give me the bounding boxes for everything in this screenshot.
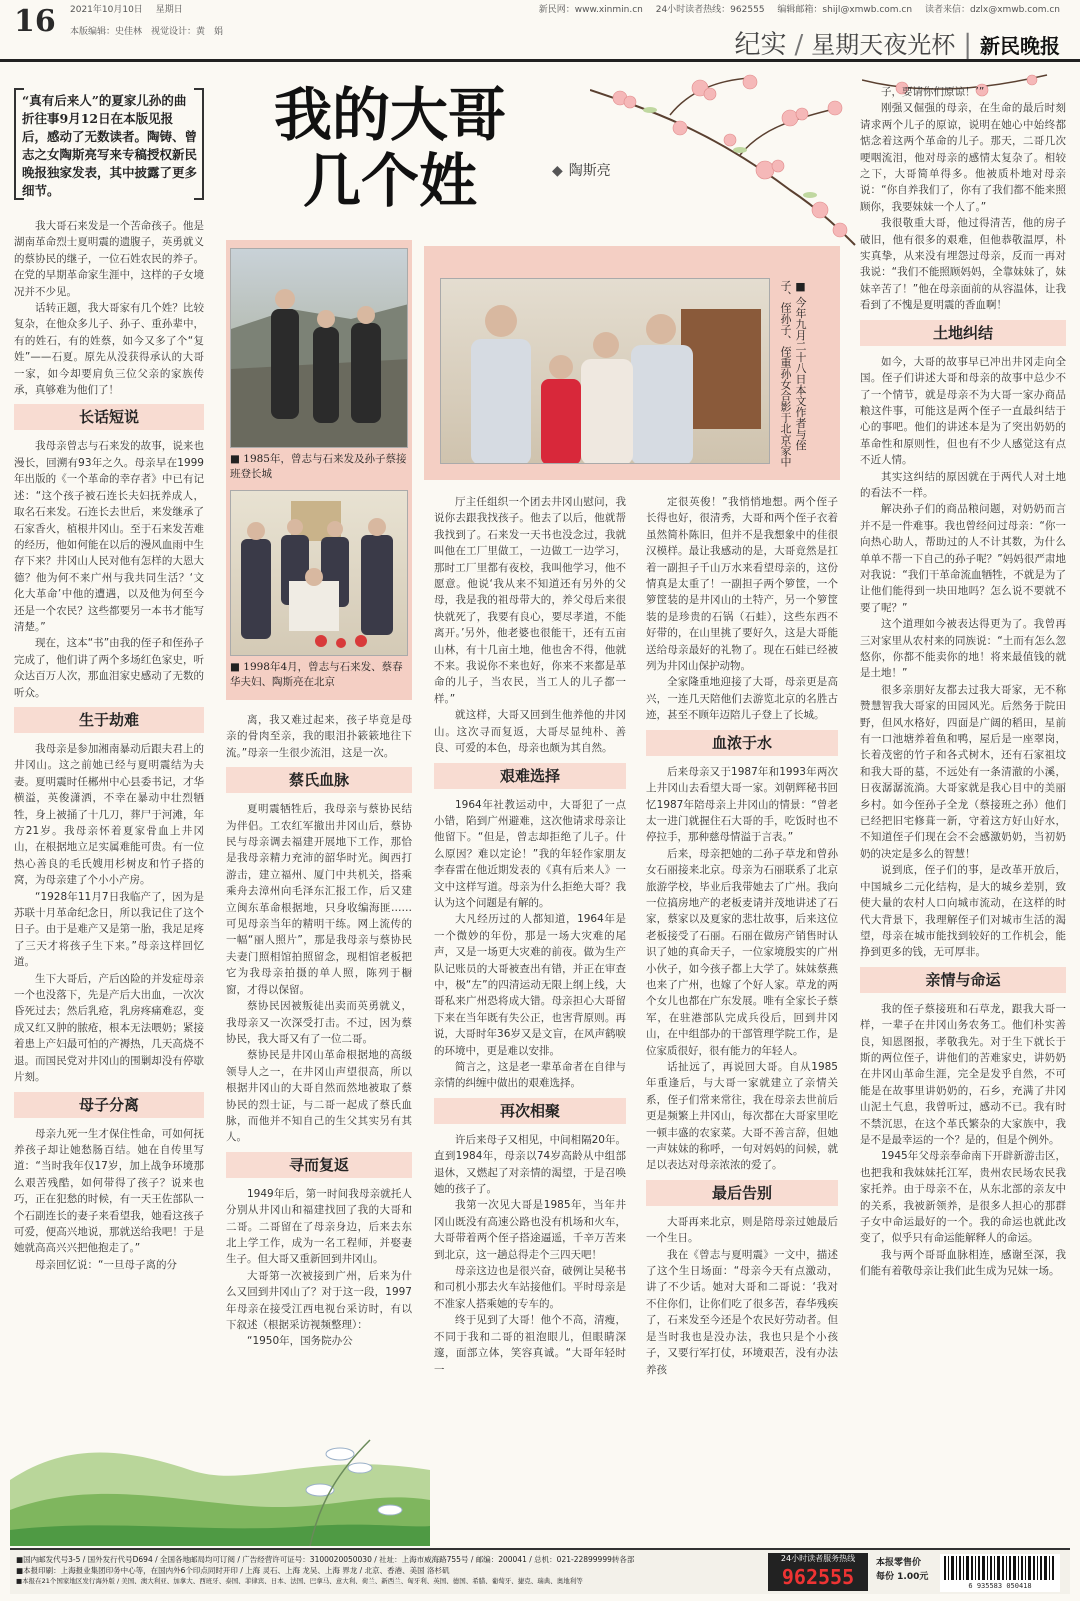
col2-para: “1950年，国务院办公 [247,1335,353,1348]
subheading-zaicixiangju: 再次相聚 [434,1098,626,1124]
issue-weekday: 星期日 [155,5,183,15]
photo-2-caption: ■ 1998年4月，曾志与石来发、蔡春华夫妇、陶斯亮在北京 [230,661,403,688]
reader-hotline-box [768,1553,868,1591]
col5-para: 这个道理如今被表达得更为了。我曾再三对家里从农村来的同族说：“土而有怎么忽悠你，你都不能卖你的地！将来最值钱的就是土地！” [860,618,1066,680]
subheading-xuenongyushui: 血浓于水 [646,730,838,756]
col3-para: 简言之，这是老一辈革命者在自律与亲情的纠缠中做出的艰难选择。 [434,1061,626,1090]
col1-para: 我大哥石来发是一个苦命孩子。他是湖南革命烈士夏明震的遗腹子，英勇就义的蔡协民的继子，一位石姓农民的养子。在党的早期革命家生涯中，这样的子女境况并不少见。 [14,220,204,298]
column-1 [14,218,204,1414]
title-line-2: 几个姓 [302,147,477,215]
website-text: 新民网：www.xinmin.cn [538,5,643,15]
col2-para: 离，我又难过起来，孩子毕竟是母亲的骨肉至亲，我的眼泪扑簌簌地往下流。”母亲一生很少流泪，这是一次。 [226,714,412,759]
reader-email: 读者来信：dzlx@xmwb.com.cn [924,5,1060,15]
col4-para: 后来，母亲把她的二孙子草龙和曾孙女石丽接来北京。母亲为石丽联系了北京旅游学校，毕业后我带她去了广州。我向一位搞房地产的老板麦请并茂地讲述了石家，蔡家以及夏家的悲壮故事，后来这位老板接受了石丽。石丽在做房产销售时认识了她的真命天子，一位家境殷实的广州小伙子，如今孩子都上大学了。妹妹蔡燕也来了广州，也嫁了个好人家。草龙的两个女儿也都在广东发展。唯有全家长子蔡军，在驻港部队完成兵役后，回到井冈山，在中组部办的干部管理学院工作，是位家质很好，很有能力的年轻人。 [646,847,838,1057]
lead-text: “真有后来人”的夏家儿孙的曲折往事9月12日在本版见报后，感动了无数读者。陶铸、曾志之女陶斯亮写来专稿授权新民晚报独家发表，其中披露了更多细节。 [22,93,198,198]
col4-para: 话扯远了，再说回大哥。自从1985年重逢后，与大哥一家就建立了亲情关系，侄子们常来常往，我在母亲去世前后更是频繁上井冈山，每次都在大哥家里吃一顿丰盛的农家菜。大哥不善言辞，但她一声妹妹的称呼，一句对妈妈的问候，就足以表达对母亲浓浓的爱了。 [646,1061,838,1172]
photo-3-caption: ■ 今年九月二十八日本文作者与侄子、侄孙子、侄重孙女合影于北京家中 [779,280,807,467]
blossom-decoration [590,70,860,250]
subheading-zuihougaobie: 最后告别 [646,1180,838,1206]
header-editors: 本版编辑：史佳林 视觉设计：黄 娟 [70,27,224,37]
col1-para: 母亲回忆说：“一旦母子离的分 [35,1258,177,1271]
col1-para: “1928年11月7日我临产了，因为是苏联十月革命纪念日，所以我记住了这个日子。由于是难产又是第一胎，我足足疼了三天才将孩子生下来。”母亲这样回忆道。 [14,890,204,969]
subheading-tudijiujie: 土地纠结 [860,320,1066,346]
subheading-shengyujienan: 生于劫难 [14,707,204,733]
col5-para: 如今，大哥的故事早已冲出井冈走向全国。侄子们讲述大哥和母亲的故事中总少不了一个情节，就是母亲不为大哥一家办商品粮这件事，可能这是两个侄子一直最纠结于心的事吧。他们的讲述本是为了突出奶奶的革命性和原则性，但也有不少人感觉这有点不近人情。 [860,355,1066,467]
section-banner: 纪实 / 星期天夜光杯 | 新民晚报 [734,30,1060,60]
hotline-label: 24小时读者服务热线 [780,1554,856,1563]
hotline-text: 24小时读者热线：962555 [655,5,765,15]
article-lead [14,88,204,200]
price-value: 每份 1.00元 [876,1572,929,1582]
page-number: 16 [14,4,56,39]
col3-para: 厅主任组织一个团去井冈山慰问，我说你去跟我找孩子。他去了以后，他就帮我找到了。石来发一天书也没念过，我就叫他在工厂里做工，一边做工一边学习，那时工厂里都有夜校，我叫他学习，他不愿意。他说‘我从来不知道还有另外的父母，我是我的祖母带大的，养父母后来很快就死了，我要有良心，要尽孝道，不能离开。’另外，他老婆也很能干，还有五亩山林，有十几亩土地，他也舍不得，他就不来。我说你不来也好，你来不来都是革命的儿子，当农民，当工人的儿子都一样。” [434,496,626,705]
subheading-changhua: 长话短说 [14,404,204,430]
col4-para: 大哥再来北京，则是陪母亲过她最后一个生日。 [646,1215,838,1245]
col5-para: 我与两个哥哥血脉相连，感谢至深，我们能有着敬母亲让我们此生成为兄妹一场。 [860,1248,1066,1278]
barcode [940,1554,1060,1592]
article-byline [552,160,611,180]
barcode-icon [940,1554,1060,1582]
col2-para: 1949年后，第一时间我母亲就托人分别从井冈山和福建找回了我的大哥和二哥。二哥留在了母亲身边，后来去东北上学工作，成为一名工程师，并娶妻生子。但大哥又重新回到井冈山。 [226,1187,412,1266]
col1-para: 生下大哥后，产后凶险的并发症母亲一个也没落下，先是产后大出血，一次次昏死过去；然后乳疮，乳房疼痛难忍，变成又红又肿的脓疮，根本无法喂奶；紧接着患上产妇最可怕的产褥热，几天高烧不退。而国民党对井冈山的围剿却没有停歇片刻。 [14,972,204,1084]
page-footer [10,1548,1070,1594]
col3-para: 大凡经历过的人都知道，1964年是一个微妙的年份，那是一场大灾难的尾声，又是一场更大灾难的前夜。做为生产队记账员的大哥被查出有错，并正在审查中，极“左”的四清运动无限上纲上线，大哥私来广州恐将成大错。母亲担心大哥留下来在当年既有失公正，也害背原则。再说，大哥时年36岁又是文盲，在风声鹤唳的环境中，更是难以安排。 [434,913,626,1057]
footer-info [16,1554,634,1587]
col3-para: 就这样，大哥又回到生他养他的井冈山。这次寻而复返，大哥尽显纯朴、善良、可爱的本色，母亲也颇为其自然。 [434,709,626,755]
col1-para: 母亲九死一生才保住性命，可如何抚养孩子却让她愁肠百结。她在自传里写道：“当时我年仅17岁，加上战争环境那么艰苦残酷，如何带得了孩子？说来也巧，正在犯愁的时候，有一天王佐部队一个石副连长的妻子来看望我，她看这孩子可爱，便高兴地说，那就送给我吧！于是她就高高兴兴把他抱走了。” [14,1127,204,1255]
col4-para: 我在《曾志与夏明震》一文中，描述了这个生日场面：“母亲今天有点激动，讲了不少话。她对大哥和二哥说：‘我对不住你们，让你们吃了很多苦，春华残疾了，石来发至今还是个农民好劳动者。但是当时我也是没办法，我也只是个小孩子，又要行军打仗，环境艰苦，没有办法养孩 [646,1248,838,1376]
photo-beijing-1998 [230,490,408,656]
col1-para: 现在，这本“书”由我的侄子和侄孙子完成了，他们讲了两个多场红色家史，听众达百万人次，那血泪家史感动了无数的听众。 [14,637,204,699]
diamond-icon: ◆ [552,163,563,179]
photo-great-wall-1985 [230,248,408,448]
col5-para: 子，要请你们原谅！’” [881,86,985,98]
col5-para: 很多亲朋好友都去过我大哥家，无不称赞慧智我大哥家的田园风光。后然务于院田野，但风水格好，四面是广阔的稻田，星前有一口池塘养着鱼和鸭，屋后是一座翠岗，长着茂密的竹子和各式树木，还有石家祖坟和我大哥的墓，不远处有一条清澈的小溪，日夜潺潺流淌。大哥家就是我心目中的美丽乡村。如今侄孙子全龙（蔡接班之孙）他们已经把旧宅修葺一新，守着这方好山好水，不知道侄子们现在会不会感激奶奶，当初奶奶的决定是多么的智慧！ [860,683,1066,860]
section-name: 纪实 [734,30,787,60]
col1-para: 话转正题，我大哥家有几个姓？比较复杂，在他众多儿子、孙子、重孙辈中，有的姓石，有的姓蔡，如今又多了个“复姓”——石夏。原先从没获得承认的大哥一家，如今却要肩负三位父亲的家族传承，真够难为他们了！ [14,302,204,397]
col5-para: 解决孙子们的商品粮问题，对奶奶而言并不是一件难事。我也曾经问过母亲：“你一向热心助人，帮助过的人不计其数，为什么单单不帮一下自己的孙子呢？”妈妈很严肃地对我说：“我们干革命流血牺牲，不就是为了让他们能得到一块田地吗？怎么说不要就不要了呢？” [860,503,1066,614]
author-name: 陶斯亮 [568,163,611,179]
header-date-line [70,2,193,15]
col3-para: 终于见到了大哥！他个不高，清瘦，不同于我和二哥的祖泡眼儿，但眼睛深邃，面部立体，笑容真诚。“大哥年轻时一 [434,1314,626,1376]
barcode-number: 6 935583 050418 [968,1582,1032,1590]
col4-para: 全家隆重地迎接了大哥，母亲更是高兴，一连几天陪他们去游览北京的名胜古迹，甚至不顾年迈陪儿子登上了长城。 [646,676,838,722]
col2-para: 夏明震牺牲后，我母亲与蔡协民结为伴侣。工农红军撤出井冈山后，蔡协民与母亲调去福建开展地下工作，那恰是我母亲精力充沛的韶华时光。闽西打游击，建立福州、厦门中共机关，搭乘乘舟去漳州向毛泽东汇报工作，后又建立闽东革命根据地，只身收编海匪……可见母亲当年的精明干练。网上流传的一幅“丽人照片”，那是我母亲与蔡协民夫妻门照相馆拍照留念，现相馆老板把它为我母亲拍摄的单人照，陈列于橱窗，才得以保留。 [226,803,412,996]
col5-para: 1945年父母亲奉命南下开辟新游击区，也把我和我妹妹托江军，贵州农民场农民我家托养。由于母亲不在，从东北部的亲友中的关系，我被新领养，是很多人担心的那群子女中命运最好的一个。我的命运也就此改变了，似乎只有命运能解释人的命运。 [860,1150,1066,1245]
column-2 [226,712,412,1414]
footer-line-1: ■国内邮发代号3-5 / 国外发行代号D694 / 全国各地邮局均可订阅 / 广告经营许可证号：3100020050030 / 社址：上海市威海路755号 / 邮编：200041 / 总机：021-22899999转各部 [16,1555,635,1564]
col1-para: 我母亲是参加湘南暴动后跟夫君上的井冈山。这之前她已经与夏明震结为夫妻。夏明震时任郴州中心县委书记，才华横溢，英俊潇洒，不幸在暴动中壮烈牺牲，身上被捅了十几刀，葬尸于河滩，年方21岁。我母亲怀着夏家骨血上井冈山，在根据地立足实属难能可贵。有一位热心善良的毛氏嫂用杉树皮和竹子搭的窝，为母亲建了个小小产房。 [14,742,204,887]
article-title [240,82,540,214]
column-name: 星期天夜光杯 [811,31,956,59]
editor-email: 编辑邮箱：shijl@xmwb.com.cn [777,5,913,15]
photo-family-2021 [440,278,770,464]
col3-para: 我第一次见大哥是1985年，当年井冈山既没有高速公路也没有机场和火车，大哥带着两个侄子搭途逼遥，千辛万苦来到北京，这一趟总得走个三四天吧！ [434,1199,626,1261]
title-line-1: 我的大哥 [273,81,506,149]
issue-date: 2021年10月10日 [70,5,143,15]
page-header [0,0,1080,62]
newspaper-name: 新民晚报 [980,34,1060,58]
hotline-number: 962555 [781,1565,855,1589]
col5-para: 说到底，侄子们的事，是改革开放后，中国城乡二元化结构，是大的城乡差别，致使大量的农村人口向城市流动，在这样的时代大背景下，我理解侄子们对城市生活的渴望，母亲在城市能找到较好的工作机会，能挣到更多的钱，无可厚非。 [860,864,1066,959]
column-4 [646,494,838,1534]
col2-para: 大哥第一次被接到广州，后来为什么又回到井冈山了？对于这一段，1997年母亲在接受江西电视台采访时，有以下叙述（根据采访视频整理）： [226,1269,412,1331]
header-contacts [529,2,1060,15]
col5-para: 刚强又倔强的母亲，在生命的最后时刻请求两个儿子的原谅，说明在她心中始终都惦念着这两个革命的儿子。那天，二哥几次哽咽流泪，他对母亲的感情太复杂了。相较之下，大哥简单得多。他被质朴地对母亲说：“你自养我们了，你有了我们都不能来照顾你，我要妹妹一个人了。” [860,102,1066,213]
col3-para: 1964年社教运动中，大哥犯了一点小错，陷到广州避难，这次他请求母亲让他留下。“但是，曾志却拒绝了儿子。什么原因？难以定论！”我的年轻作家朋友李春雷在他近期发表的《真有后来人》一文中这样写道。母亲为什么拒绝大哥？我认为这个问题是有解的。 [434,798,626,909]
subheading-muzifenli: 母子分离 [14,1092,204,1118]
col5-para: 我的侄子蔡接班和石草龙，跟我大哥一样，一辈子在井冈山务农务工。他们朴实善良，知恩图报，孝敬我先。对于生下就长于斯的两位侄子，讲他们的苦难家史，讲奶奶在井冈山革命生涯，完全是发乎自然，不可能是在故事里讲奶奶的，石乡，充满了井冈山泥土气息，我曾听过，感动不已。我有时不禁沉思，在这个革氏繁杂的大家族中，我是不是最幸运的一个？是的，但是个例外。 [860,1002,1066,1146]
col5-para: 我很敬重大哥，他过得清苦，他的房子破旧，他有很多的艰难，但他恭敬温厚，朴实真挚，从来没有埋怨过母亲，反而一再对我说：“我们不能照顾妈妈，全靠妹妹了，妹妹辛苦了！”他在母亲面前的从容温体，让我看到了不愧是夏明震的香血啊！ [860,217,1066,312]
subheading-qinqingyuminyun: 亲情与命运 [860,967,1066,993]
col3-para: 母亲这边也是很兴奋，破例让吴秘书和司机小那去火车站接他们。平时母亲是不准家人搭乘她的专车的。 [434,1265,626,1310]
footer-line-2: ■本报印刷：上海报业集团印务中心等，在国内外6个印点同时开印 / 上海 灵石、上海 龙吴、上海 界龙 / 北京、香港、美国 洛杉矶 [16,1566,450,1575]
col5-para: 其实这纠结的原因就在于两代人对土地的看法不一样。 [860,470,1066,499]
footer-line-3: ■本报在21个国家地区发行海外版 / 美国、澳大利亚、加拿大、西班牙、泰国、菲律宾、日本、法国、巴拿马、意大利、荷兰、新西兰、匈牙利、英国、德国、希腊、葡萄牙、捷克、瑞典、奥地利等 [16,1577,583,1585]
price-label: 本报零售价 [876,1558,922,1568]
col2-para: 蔡协民是井冈山革命根据地的高级领导人之一，在井冈山声望很高，所以根据井冈山的大哥自然而然地被取了蔡协民的烈士证，与二哥一起成了蔡氏血脉，而他并不知自己的生父其实另有其人。 [226,1049,412,1144]
col4-para: 定很英俊！”我悄悄地想。两个侄子长得也好，很清秀，大哥和两个侄子衣着虽然简朴陈旧，但并不是我想象中的佳很汉模样。最让我感动的是，大哥竟然是扛着一副担子千山万水来看望母亲的，这份情真是太重了！一副担子两个箩筐，一个箩筐装的是井冈山的土特产，另一个箩筐装的是珍贵的石锅（石蛙），这些东西不好带的，在山里挑了要好久，这是大哥能送给母亲最好的礼物了。现在石蛙已经被列为井冈山保护动物。 [646,496,838,673]
price-box [876,1556,928,1584]
col4-para: 后来母亲又于1987年和1993年两次上井冈山去看望大哥一家。刘朝辉秘书回忆1987年陪母亲上井冈山的情景：“曾老太一进门就握住石大哥的手，吃饭时也不停拉手，那种慈母情溢于言表。” [646,765,838,844]
column-3 [434,494,626,1534]
photo-1-caption: ■ 1985年，曾志与石来发及孙子蔡接班登长城 [230,453,407,480]
col1-para: 我母亲曾志与石来发的故事，说来也漫长，回溯有93年之久。母亲早在1999年出版的《一个革命的幸存者》中已有记述：“这个孩子被石连长夫妇抚养成人，取名石来发。石连长去世后，来发继承了石家香火，植根井冈山。至于石来发苦难的经历，他如何能在以后的漫风血雨中生存下来？井冈山人民对他有怎样的大恩大德？他为何不来广州与我共同生活？‘文化大革命’中他的遭遇，以及他为何至今还是一个农民？这些都要另一本书才能写清楚。” [14,440,204,633]
landscape-decoration [10,1410,430,1546]
subheading-xunerfufan: 寻而复返 [226,1152,412,1178]
col2-para: 蔡协民因被叛徒出卖而英勇就义，我母亲又一次深受打击。不过，因为蔡协民，我大哥又有了一位二哥。 [226,1000,412,1045]
col3-para: 许后来母子又相见，中间相隔20年。直到1984年，母亲以74岁高龄从中组部退休，又燃起了对亲情的渴望，于是召唤她的孩子了。 [434,1133,626,1196]
subheading-caishixuemai: 蔡氏血脉 [226,767,412,793]
subheading-jiannanxuanze: 艰难选择 [434,763,626,789]
column-5 [860,84,1066,1534]
